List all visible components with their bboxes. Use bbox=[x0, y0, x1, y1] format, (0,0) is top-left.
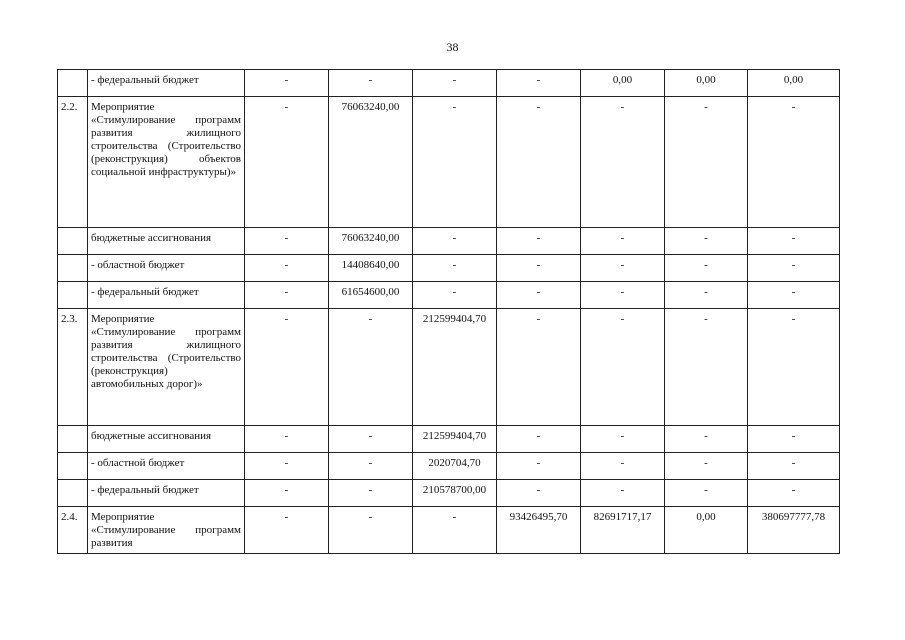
table-row bbox=[58, 309, 840, 426]
row-name: - областной бюджет bbox=[88, 255, 245, 282]
cell-value: - bbox=[581, 426, 665, 453]
cell-value: - bbox=[497, 453, 581, 480]
cell-value: - bbox=[413, 507, 497, 554]
table-row bbox=[58, 255, 840, 282]
row-number bbox=[58, 282, 88, 309]
row-number: 2.2. bbox=[58, 97, 88, 228]
cell-value: 76063240,00 bbox=[329, 97, 413, 228]
row-number bbox=[58, 453, 88, 480]
cell-value: - bbox=[413, 228, 497, 255]
cell-value: 93426495,70 bbox=[497, 507, 581, 554]
cell-value: - bbox=[581, 255, 665, 282]
cell-value: - bbox=[413, 70, 497, 97]
cell-value: - bbox=[665, 309, 748, 426]
cell-value: - bbox=[329, 507, 413, 554]
cell-value: - bbox=[245, 228, 329, 255]
cell-value: - bbox=[748, 453, 840, 480]
cell-value: - bbox=[748, 426, 840, 453]
cell-value: - bbox=[581, 97, 665, 228]
table-row bbox=[58, 70, 840, 97]
cell-value: 212599404,70 bbox=[413, 426, 497, 453]
row-name: - федеральный бюджет bbox=[88, 480, 245, 507]
cell-value: - bbox=[329, 309, 413, 426]
cell-value: - bbox=[329, 70, 413, 97]
cell-value: - bbox=[497, 70, 581, 97]
cell-value: - bbox=[665, 282, 748, 309]
row-name: - федеральный бюджет bbox=[88, 282, 245, 309]
cell-value: - bbox=[413, 282, 497, 309]
cell-value: - bbox=[245, 70, 329, 97]
cell-value: - bbox=[245, 453, 329, 480]
cell-value: - bbox=[748, 480, 840, 507]
row-number bbox=[58, 255, 88, 282]
budget-table bbox=[57, 69, 840, 554]
cell-value: - bbox=[245, 255, 329, 282]
table-row bbox=[58, 426, 840, 453]
table-row bbox=[58, 480, 840, 507]
cell-value: - bbox=[497, 255, 581, 282]
cell-value: 212599404,70 bbox=[413, 309, 497, 426]
table-row bbox=[58, 97, 840, 228]
cell-value: - bbox=[665, 453, 748, 480]
cell-value: - bbox=[581, 309, 665, 426]
cell-value: - bbox=[748, 309, 840, 426]
table-row bbox=[58, 282, 840, 309]
cell-value: - bbox=[329, 480, 413, 507]
row-name: Мероприятие «Стимулирование программ развития жилищного строительства (Строительство (реконструкция) объектов социальной инфраструктуры)» bbox=[88, 97, 245, 228]
row-name: бюджетные ассигнования bbox=[88, 426, 245, 453]
cell-value: - bbox=[748, 282, 840, 309]
cell-value: - bbox=[665, 97, 748, 228]
cell-value: - bbox=[497, 426, 581, 453]
cell-value: 82691717,17 bbox=[581, 507, 665, 554]
table-row bbox=[58, 507, 840, 554]
cell-value: - bbox=[748, 97, 840, 228]
cell-value: 0,00 bbox=[748, 70, 840, 97]
row-number bbox=[58, 480, 88, 507]
cell-value: - bbox=[581, 282, 665, 309]
cell-value: - bbox=[581, 228, 665, 255]
cell-value: 61654600,00 bbox=[329, 282, 413, 309]
cell-value: - bbox=[245, 309, 329, 426]
cell-value: - bbox=[497, 97, 581, 228]
cell-value: - bbox=[665, 426, 748, 453]
cell-value: - bbox=[245, 480, 329, 507]
cell-value: - bbox=[413, 97, 497, 228]
cell-value: 380697777,78 bbox=[748, 507, 840, 554]
cell-value: 0,00 bbox=[665, 507, 748, 554]
cell-value: - bbox=[413, 255, 497, 282]
row-name: бюджетные ассигнования bbox=[88, 228, 245, 255]
cell-value: 0,00 bbox=[665, 70, 748, 97]
cell-value: 2020704,70 bbox=[413, 453, 497, 480]
cell-value: - bbox=[245, 507, 329, 554]
cell-value: - bbox=[497, 228, 581, 255]
row-number: 2.3. bbox=[58, 309, 88, 426]
cell-value: - bbox=[329, 453, 413, 480]
row-name: - федеральный бюджет bbox=[88, 70, 245, 97]
cell-value: - bbox=[329, 426, 413, 453]
table-row bbox=[58, 453, 840, 480]
row-name: Мероприятие «Стимулирование программ развития bbox=[88, 507, 245, 554]
cell-value: - bbox=[245, 282, 329, 309]
row-number bbox=[58, 426, 88, 453]
cell-value: - bbox=[748, 255, 840, 282]
cell-value: - bbox=[581, 453, 665, 480]
row-number: 2.4. bbox=[58, 507, 88, 554]
cell-value: 76063240,00 bbox=[329, 228, 413, 255]
cell-value: - bbox=[497, 480, 581, 507]
row-number bbox=[58, 228, 88, 255]
cell-value: - bbox=[497, 282, 581, 309]
page-number: 38 bbox=[446, 40, 459, 54]
cell-value: - bbox=[245, 426, 329, 453]
row-number bbox=[58, 70, 88, 97]
cell-value: - bbox=[748, 228, 840, 255]
row-name: Мероприятие «Стимулирование программ развития жилищного строительства (Строительство (реконструкция) автомобильных дорог)» bbox=[88, 309, 245, 426]
cell-value: - bbox=[665, 480, 748, 507]
cell-value: - bbox=[665, 228, 748, 255]
cell-value: - bbox=[665, 255, 748, 282]
cell-value: - bbox=[581, 480, 665, 507]
cell-value: 14408640,00 bbox=[329, 255, 413, 282]
cell-value: - bbox=[497, 309, 581, 426]
row-name: - областной бюджет bbox=[88, 453, 245, 480]
table-row bbox=[58, 228, 840, 255]
cell-value: 0,00 bbox=[581, 70, 665, 97]
cell-value: 210578700,00 bbox=[413, 480, 497, 507]
cell-value: - bbox=[245, 97, 329, 228]
